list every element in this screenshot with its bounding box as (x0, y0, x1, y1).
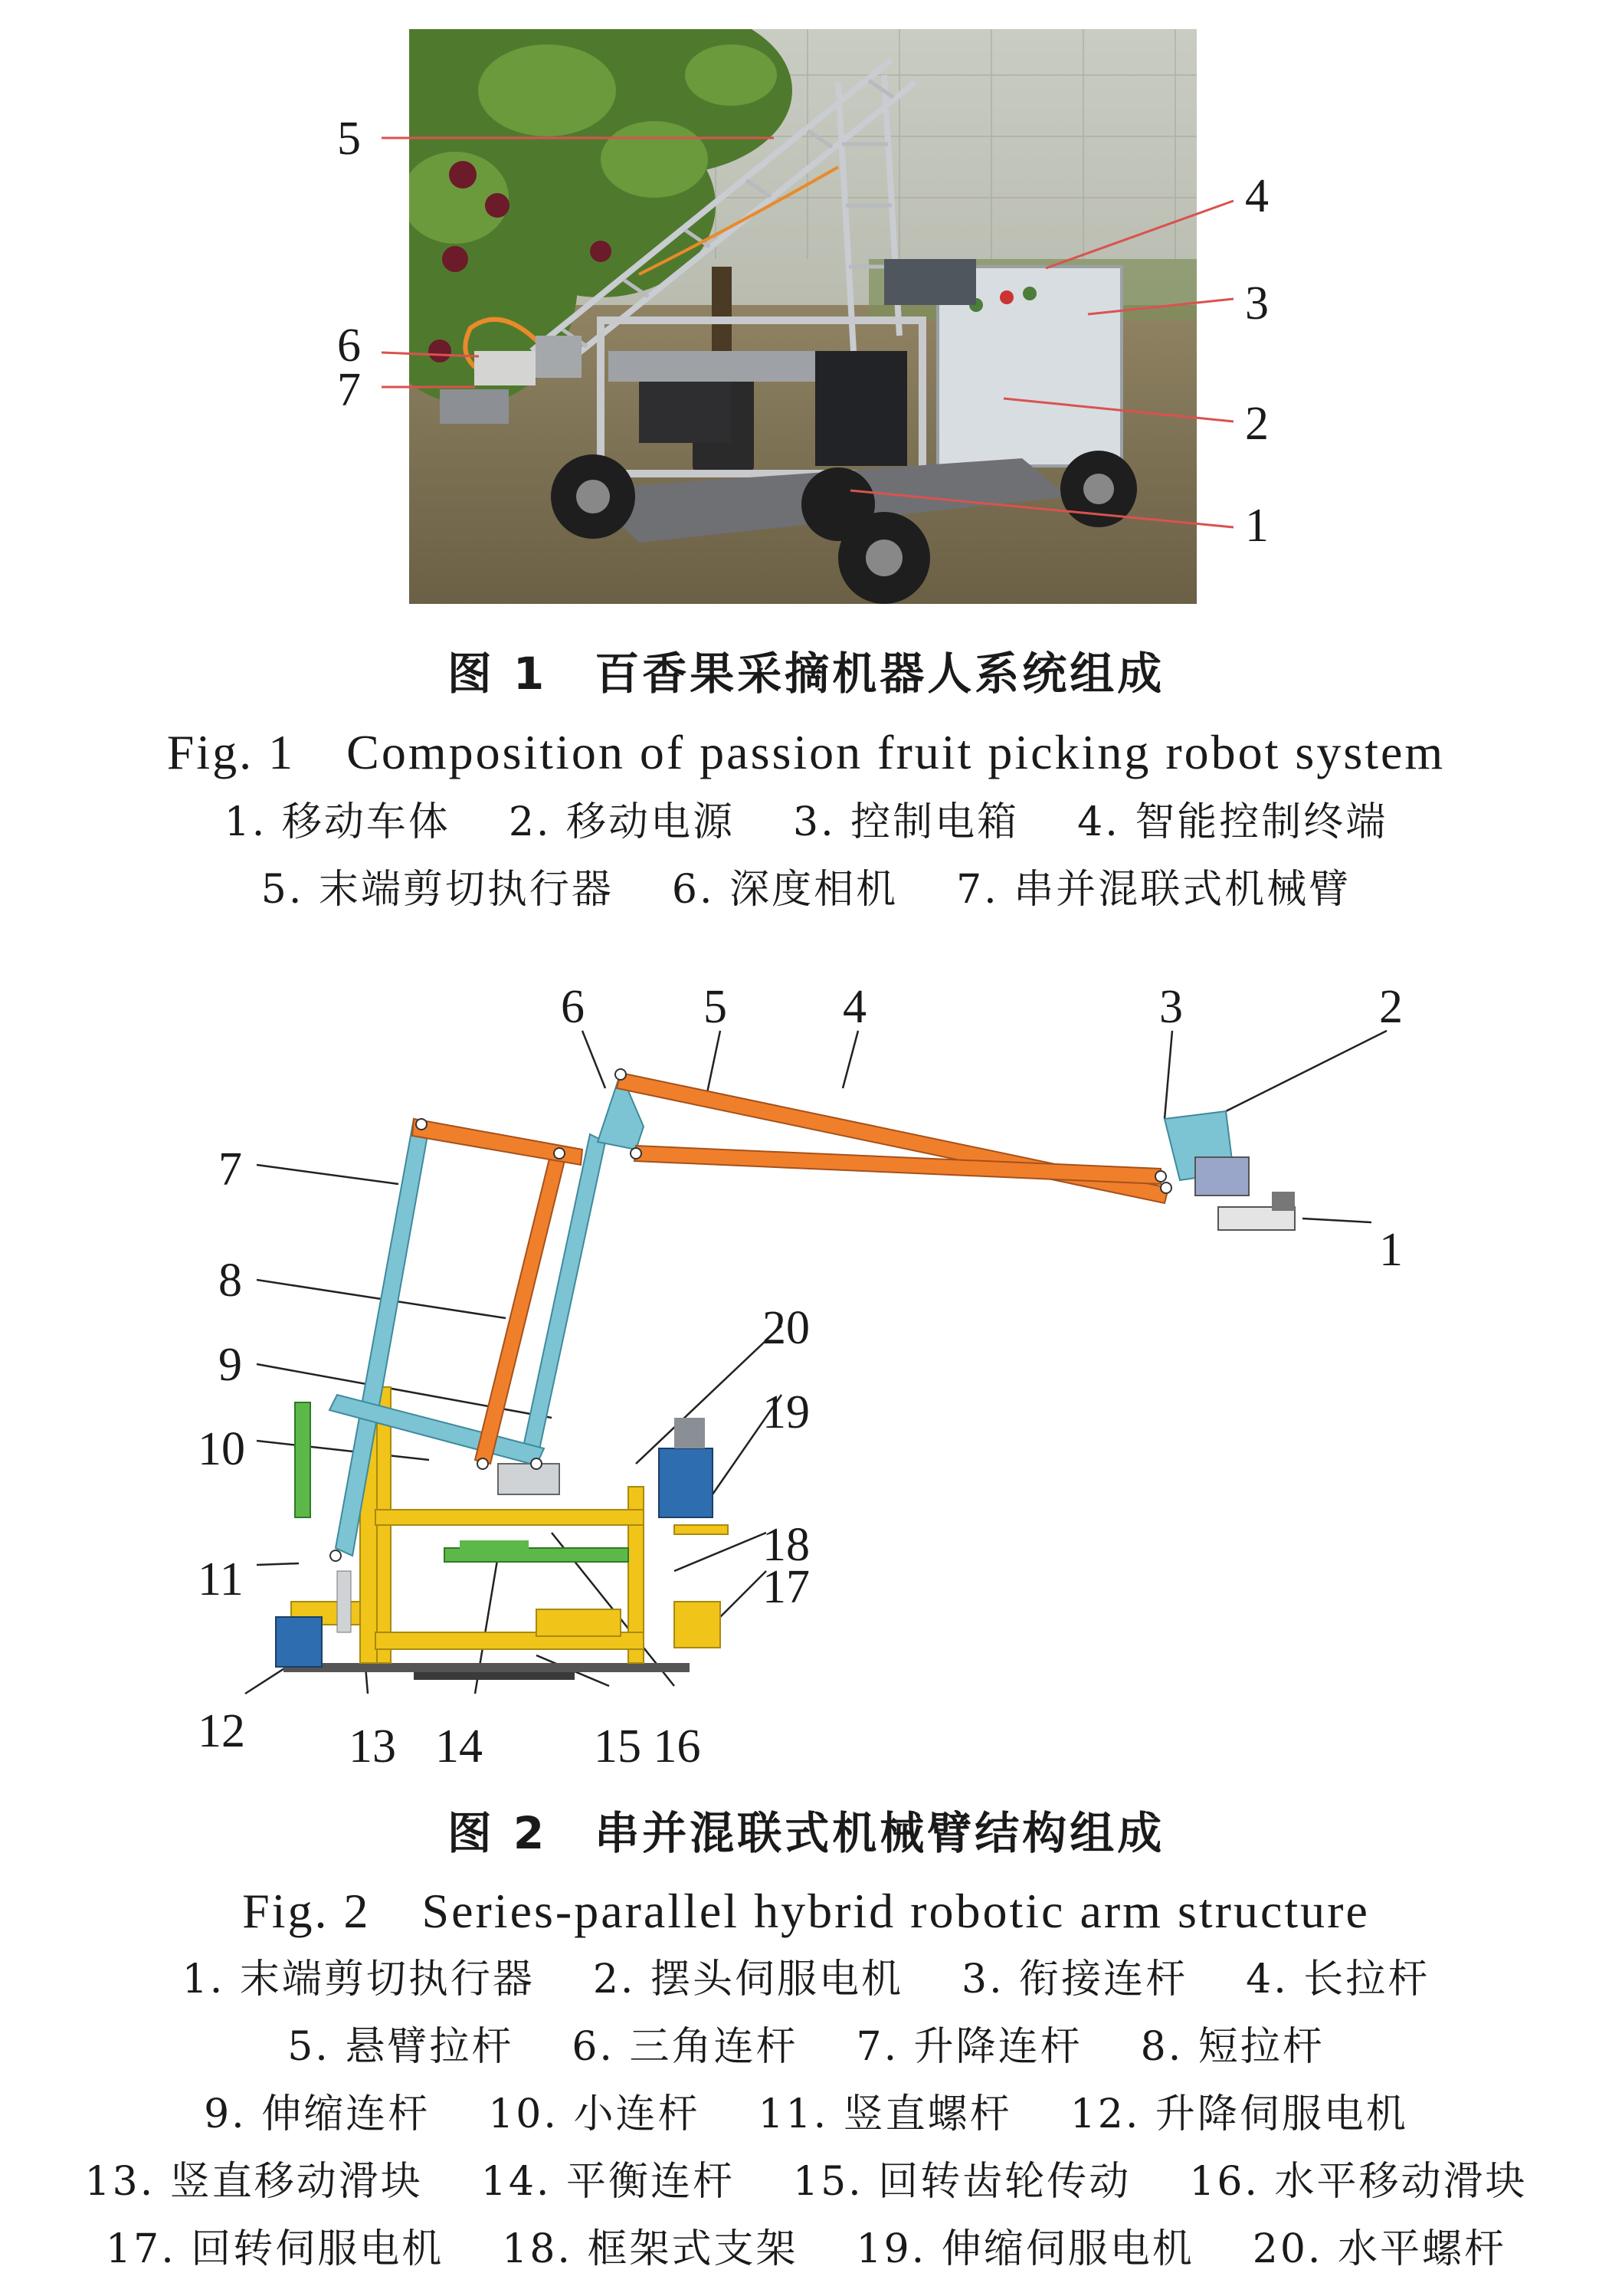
fig2-callout-7: 7 (218, 1143, 242, 1196)
fig2-callout-9: 9 (218, 1339, 242, 1391)
fig2-legend-item: 1. 末端剪切执行器 (182, 1957, 535, 2002)
figure1-legend-row-1 (0, 789, 1612, 847)
fig2-legend-item: 13. 竖直移动滑块 (84, 2159, 423, 2205)
fig2-callout-12: 12 (198, 1705, 245, 1757)
fig2-callout-15-16: 15 16 (594, 1720, 701, 1773)
fig2-callout-8: 8 (218, 1255, 242, 1307)
fig2-legend-item: 2. 摆头伺服电机 (592, 1957, 903, 2002)
fig2-legend-item: 11. 竖直螺杆 (758, 2091, 1012, 2137)
figure2-legend-row-4 (0, 2149, 1612, 2206)
figure2-legend-row-5 (0, 2216, 1612, 2274)
fig2-legend-item: 16. 水平移动滑块 (1189, 2159, 1528, 2205)
fig1-legend-item: 4. 智能控制终端 (1077, 799, 1388, 845)
fig2-callout-20: 20 (762, 1302, 810, 1354)
fig2-callout-18: 18 (762, 1519, 810, 1571)
fig2-legend-item: 14. 平衡连杆 (480, 2159, 735, 2205)
figure1-leader-lines (0, 0, 1612, 613)
fig1-callout-4: 4 (1245, 170, 1269, 222)
fig1-callout-3: 3 (1245, 277, 1269, 330)
fig2-legend-item: 4. 长拉杆 (1246, 1957, 1430, 2002)
fig2-legend-item: 3. 衔接连杆 (962, 1957, 1188, 2002)
figure1-caption-en: Fig. 1 Composition of passion fruit picking robot system (166, 725, 1446, 779)
fig2-callout-17: 17 (762, 1561, 810, 1613)
fig2-callout-3: 3 (1159, 981, 1183, 1033)
fig2-legend-item: 17. 回转伺服电机 (106, 2226, 444, 2272)
fig2-callout-2: 2 (1379, 981, 1403, 1033)
fig2-legend-item: 5. 悬臂拉杆 (287, 2024, 514, 2070)
figure1-legend-row-2 (0, 857, 1612, 914)
figure2-legend-row-1 (0, 1947, 1612, 2004)
figure1-caption-cn: 图 1 百香果采摘机器人系统组成 (447, 648, 1165, 700)
fig2-callout-11: 11 (198, 1553, 244, 1606)
fig2-legend-item: 15. 回转齿轮传动 (793, 2159, 1132, 2205)
figure2-legend-row-2 (0, 2014, 1612, 2071)
fig2-callout-4: 4 (843, 981, 867, 1033)
fig1-legend-item: 1. 移动车体 (224, 799, 451, 845)
fig2-legend-item: 7. 升降连杆 (856, 2024, 1083, 2070)
fig2-legend-item: 6. 三角连杆 (572, 2024, 798, 2070)
fig1-legend-item: 5. 末端剪切执行器 (260, 867, 614, 913)
fig2-callout-10: 10 (198, 1423, 245, 1475)
fig2-legend-item: 12. 升降伺服电机 (1070, 2091, 1408, 2137)
fig2-callout-13: 13 (349, 1720, 396, 1773)
fig2-legend-item: 8. 短拉杆 (1140, 2024, 1325, 2070)
fig2-legend-item: 10. 小连杆 (488, 2091, 700, 2137)
fig1-callout-1: 1 (1245, 500, 1269, 552)
figure2-caption-cn: 图 2 串并混联式机械臂结构组成 (447, 1807, 1165, 1859)
fig1-legend-item: 2. 移动电源 (508, 799, 735, 845)
fig2-callout-5: 5 (703, 981, 727, 1033)
fig2-legend-item: 18. 框架式支架 (502, 2226, 798, 2272)
figure2-caption-en: Fig. 2 Series-parallel hybrid robotic arm structure (242, 1884, 1370, 1938)
fig1-legend-item: 3. 控制电箱 (793, 799, 1020, 845)
figure2-legend-row-3 (0, 2081, 1612, 2139)
fig2-callout-1: 1 (1379, 1224, 1403, 1276)
fig2-callout-14: 14 (435, 1720, 483, 1773)
fig2-legend-item: 9. 伸缩连杆 (204, 2091, 431, 2137)
fig1-callout-5: 5 (337, 113, 361, 165)
fig2-callout-19: 19 (762, 1386, 810, 1438)
fig2-callout-6: 6 (561, 981, 585, 1033)
fig1-legend-item: 6. 深度相机 (671, 867, 899, 913)
fig1-legend-item: 7. 串并混联式机械臂 (956, 867, 1352, 913)
fig2-legend-item: 20. 水平螺杆 (1252, 2226, 1506, 2272)
fig1-callout-2: 2 (1245, 398, 1269, 450)
fig2-legend-item: 19. 伸缩伺服电机 (856, 2226, 1194, 2272)
fig1-callout-7: 7 (337, 364, 361, 416)
fig1-callout-6: 6 (337, 320, 361, 372)
